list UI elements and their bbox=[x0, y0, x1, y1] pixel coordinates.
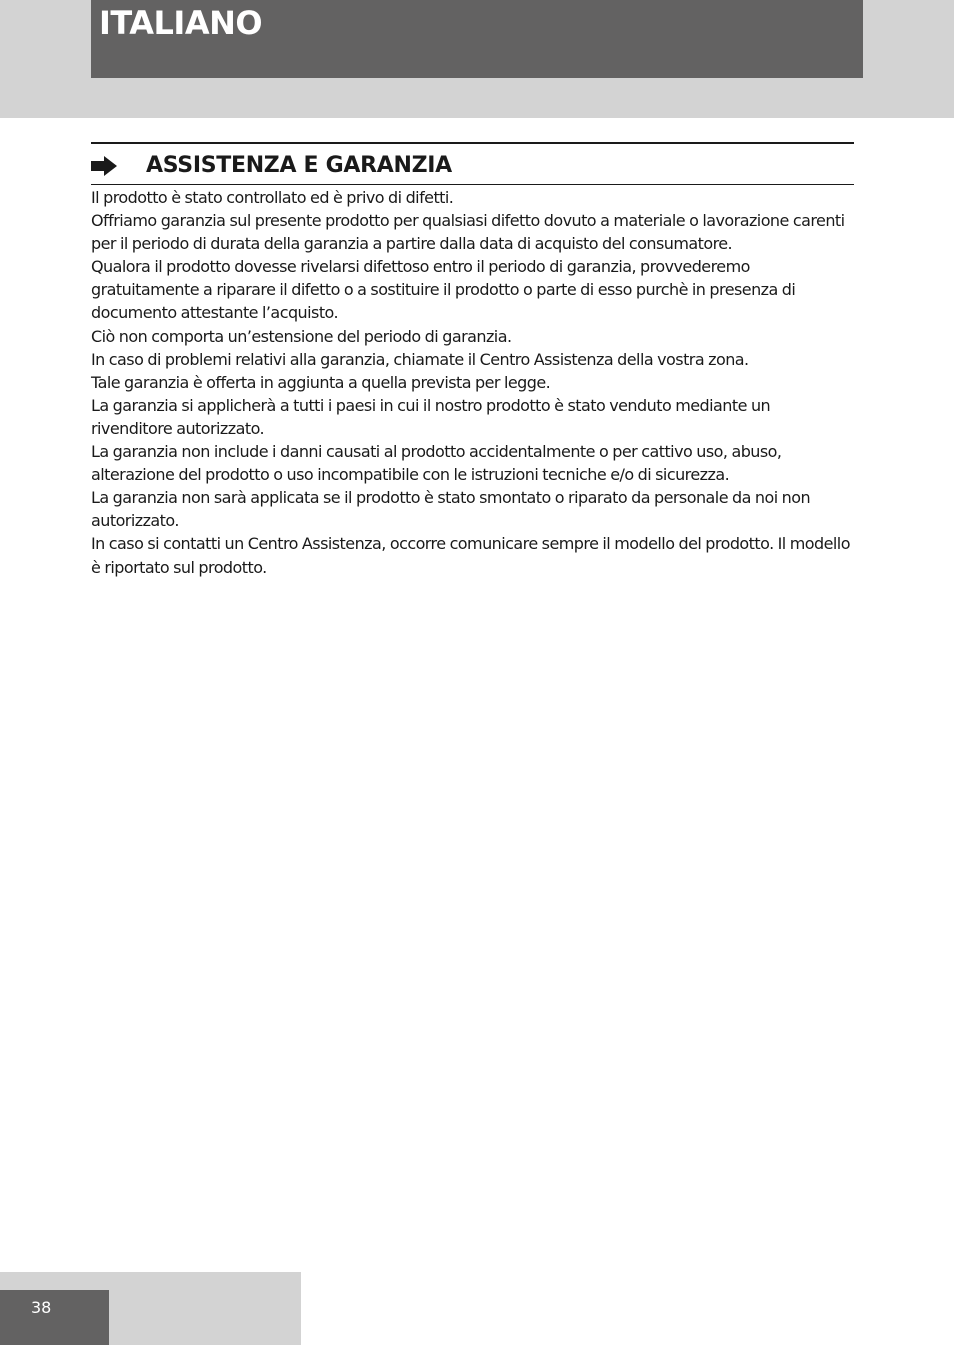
section-heading bbox=[91, 144, 854, 185]
paragraph: In caso di problemi relativi alla garanzia, chiamate il Centro Assistenza della vostra zona. bbox=[91, 349, 749, 369]
paragraph: La garanzia si applicherà a tutti i paesi in cui il nostro prodotto è stato venduto mediante un rivenditore autorizzato. bbox=[91, 395, 771, 438]
arrow-right-icon bbox=[91, 156, 117, 176]
warranty-section bbox=[91, 142, 854, 579]
section-title: ASSISTENZA E GARANZIA bbox=[146, 153, 452, 178]
paragraph: Offriamo garanzia sul presente prodotto per qualsiasi difetto dovuto a materiale o lavorazione carenti per il periodo di durata della garanzia a partire dalla data di acquisto del consumatore. bbox=[91, 211, 845, 254]
paragraph: Il prodotto è stato controllato ed è privo di difetti. bbox=[91, 188, 454, 207]
language-header bbox=[91, 0, 863, 78]
paragraph: Tale garanzia è offerta in aggiunta a quella prevista per legge. bbox=[91, 372, 551, 392]
section-body bbox=[91, 186, 854, 579]
paragraph: Ciò non comporta un’estensione del periodo di garanzia. bbox=[91, 326, 512, 346]
page-number-box bbox=[0, 1290, 109, 1345]
paragraph: Qualora il prodotto dovesse rivelarsi difettoso entro il periodo di garanzia, provvederemo gratuitamente a riparare il difetto o a sostituire il prodotto o parte di esso purchè in presenza di documento attestante l’acquisto. bbox=[91, 257, 796, 323]
paragraph: La garanzia non include i danni causati al prodotto accidentalmente o per cattivo uso, abuso, alterazione del prodotto o uso incompatibile con le istruzioni tecniche e/o di sicurezza. bbox=[91, 442, 782, 485]
paragraph: La garanzia non sarà applicata se il prodotto è stato smontato o riparato da personale da noi non autorizzato. bbox=[91, 488, 811, 531]
page-number: 38 bbox=[31, 1298, 52, 1317]
language-title: ITALIANO bbox=[99, 4, 263, 42]
paragraph: In caso si contatti un Centro Assistenza, occorre comunicare sempre il modello del prodotto. Il modello è riportato sul prodotto. bbox=[91, 534, 850, 577]
